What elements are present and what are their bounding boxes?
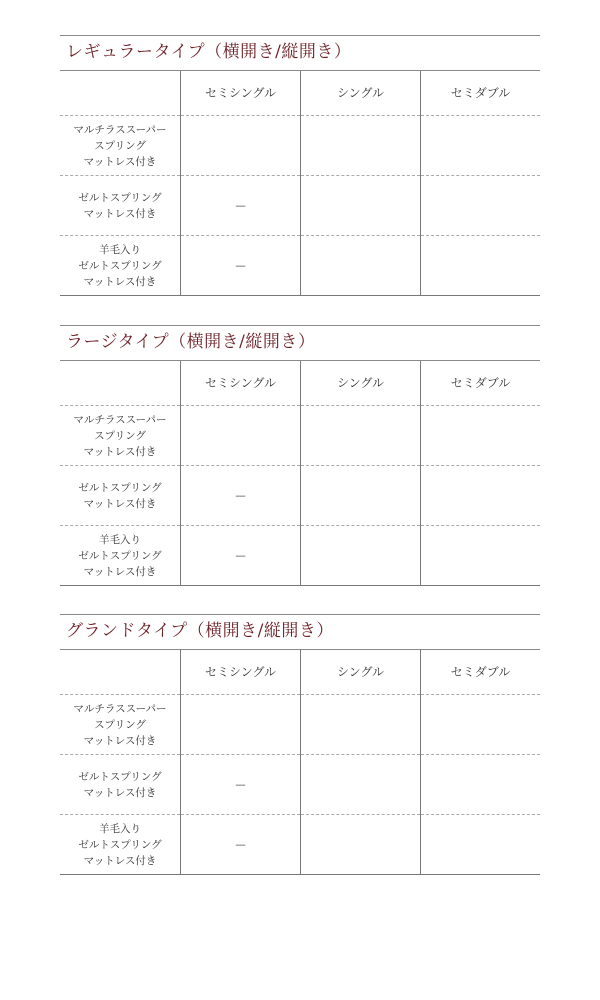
section-title: ラージタイプ（横開き/縦開き） xyxy=(60,325,540,361)
cell: — xyxy=(181,236,301,296)
corner-cell xyxy=(60,71,181,116)
table-row xyxy=(60,236,540,296)
row-label-line: ゼルトスプリング xyxy=(78,481,162,494)
size-table xyxy=(60,71,540,296)
row-label-line: ゼルトスプリング xyxy=(78,770,162,783)
row-label-line: マットレス付き xyxy=(83,207,157,220)
cell xyxy=(301,176,421,236)
table-row xyxy=(60,695,540,755)
cell xyxy=(181,695,301,755)
cell: — xyxy=(181,176,301,236)
cell xyxy=(301,406,421,466)
row-label-line: マルチラススーパー xyxy=(73,123,167,136)
table-row xyxy=(60,116,540,176)
row-label-line: マットレス付き xyxy=(83,155,157,168)
cell xyxy=(301,466,421,526)
cell xyxy=(301,695,421,755)
cell xyxy=(421,406,541,466)
row-label-line: 羊毛入り xyxy=(99,822,141,835)
cell xyxy=(421,755,541,815)
table-row xyxy=(60,406,540,466)
cell xyxy=(421,236,541,296)
cell: — xyxy=(181,526,301,586)
size-table xyxy=(60,361,540,586)
cell xyxy=(301,116,421,176)
row-label-line: スプリング xyxy=(94,139,146,152)
table-row xyxy=(60,815,540,875)
corner-cell xyxy=(60,361,181,406)
size-table xyxy=(60,650,540,875)
col-header-semi-double: セミダブル xyxy=(421,650,541,695)
section-regular-type xyxy=(60,35,540,296)
table-row xyxy=(60,176,540,236)
row-label-line: スプリング xyxy=(94,429,146,442)
col-header-semi-single: セミシングル xyxy=(181,361,301,406)
row-label xyxy=(60,695,181,755)
row-label-line: ゼルトスプリング xyxy=(78,259,162,272)
cell xyxy=(421,466,541,526)
corner-cell xyxy=(60,650,181,695)
cell xyxy=(301,526,421,586)
cell: — xyxy=(181,466,301,526)
row-label-line: ゼルトスプリング xyxy=(78,549,162,562)
row-label-line: マットレス付き xyxy=(83,786,157,799)
row-label-line: 羊毛入り xyxy=(99,533,141,546)
col-header-semi-single: セミシングル xyxy=(181,650,301,695)
row-label-line: マルチラススーパー xyxy=(73,413,167,426)
header-row xyxy=(60,650,540,695)
col-header-single: シングル xyxy=(301,650,421,695)
table-row xyxy=(60,755,540,815)
section-title: レギュラータイプ（横開き/縦開き） xyxy=(60,35,540,71)
col-header-single: シングル xyxy=(301,71,421,116)
row-label-line: マットレス付き xyxy=(83,445,157,458)
row-label-line: マットレス付き xyxy=(83,734,157,747)
row-label xyxy=(60,236,181,296)
row-label-line: 羊毛入り xyxy=(99,243,141,256)
cell xyxy=(421,176,541,236)
row-label-line: マルチラススーパー xyxy=(73,702,167,715)
row-label xyxy=(60,755,181,815)
col-header-semi-double: セミダブル xyxy=(421,361,541,406)
row-label-line: マットレス付き xyxy=(83,275,157,288)
row-label-line: ゼルトスプリング xyxy=(78,191,162,204)
cell xyxy=(301,815,421,875)
table-row xyxy=(60,466,540,526)
cell xyxy=(181,406,301,466)
section-grand-type xyxy=(60,614,540,875)
cell xyxy=(181,116,301,176)
table-row xyxy=(60,526,540,586)
row-label-line: マットレス付き xyxy=(83,497,157,510)
row-label-line: マットレス付き xyxy=(83,565,157,578)
col-header-single: シングル xyxy=(301,361,421,406)
cell xyxy=(421,815,541,875)
row-label xyxy=(60,406,181,466)
header-row xyxy=(60,361,540,406)
section-title: グランドタイプ（横開き/縦開き） xyxy=(60,614,540,650)
cell: — xyxy=(181,815,301,875)
cell xyxy=(301,755,421,815)
col-header-semi-double: セミダブル xyxy=(421,71,541,116)
cell xyxy=(421,116,541,176)
row-label-line: スプリング xyxy=(94,718,146,731)
cell: — xyxy=(181,755,301,815)
cell xyxy=(421,695,541,755)
cell xyxy=(301,236,421,296)
section-large-type xyxy=(60,325,540,586)
row-label xyxy=(60,815,181,875)
row-label xyxy=(60,176,181,236)
row-label-line: ゼルトスプリング xyxy=(78,838,162,851)
row-label xyxy=(60,466,181,526)
row-label xyxy=(60,526,181,586)
cell xyxy=(421,526,541,586)
col-header-semi-single: セミシングル xyxy=(181,71,301,116)
header-row xyxy=(60,71,540,116)
row-label xyxy=(60,116,181,176)
row-label-line: マットレス付き xyxy=(83,854,157,867)
